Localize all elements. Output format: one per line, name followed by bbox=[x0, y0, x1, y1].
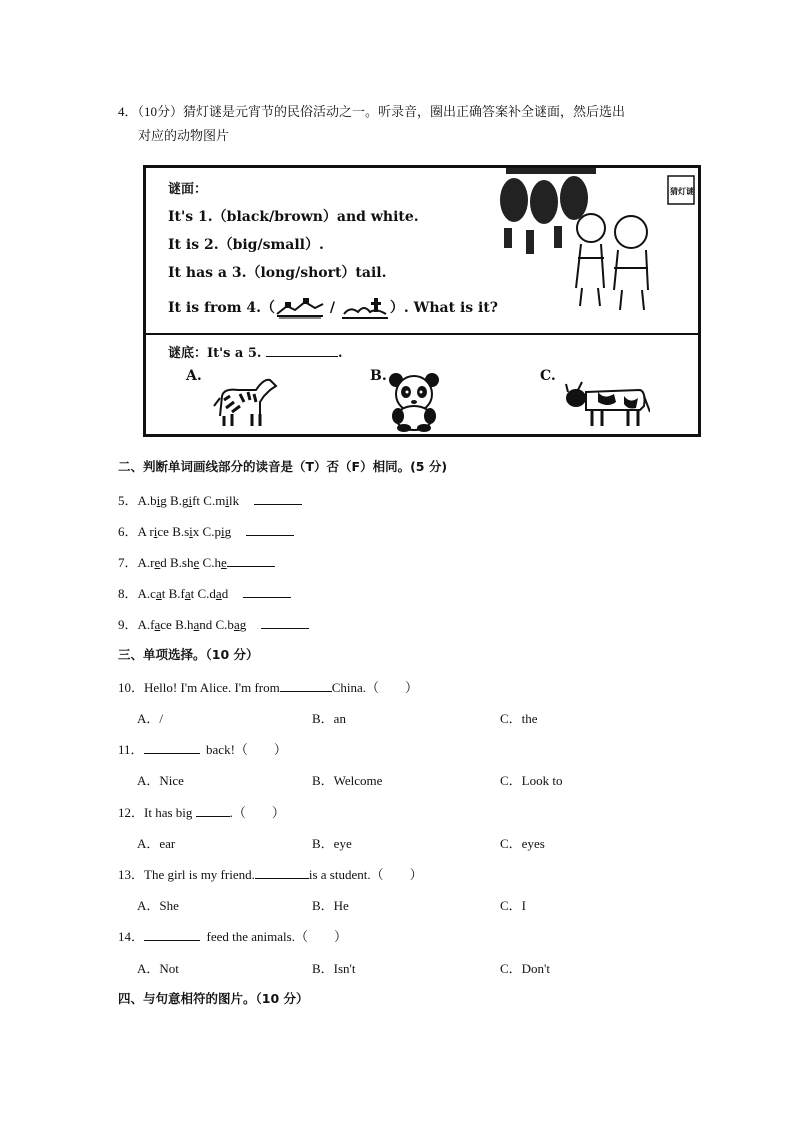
question-number: 5． bbox=[118, 493, 138, 508]
riddle-line-2: It is 2.（big/small）. bbox=[168, 237, 324, 253]
option-a[interactable]: A．She bbox=[137, 898, 179, 913]
question-number: 9． bbox=[118, 617, 138, 632]
riddle-answer-blank[interactable] bbox=[266, 343, 338, 357]
option-b[interactable]: B．eye bbox=[312, 836, 352, 851]
question-4-text: （10分）猜灯谜是元宵节的民俗活动之一。听录音，圈出正确答案补全谜面，然后选出 bbox=[137, 104, 626, 119]
landmark-icon bbox=[340, 296, 390, 320]
word-b-pre: B.h bbox=[175, 617, 194, 632]
question-number: 13． bbox=[118, 867, 145, 882]
question-14 bbox=[118, 926, 347, 945]
word-c-underlined: i bbox=[220, 524, 225, 539]
option-b-label: B. bbox=[370, 368, 387, 384]
question-text-pre: It has big bbox=[144, 805, 193, 820]
word-b-underlined: a bbox=[193, 617, 200, 632]
word-b-underlined: a bbox=[184, 586, 191, 601]
question-number: 14． bbox=[118, 929, 145, 944]
answer-blank[interactable] bbox=[144, 742, 200, 754]
riddle-box bbox=[143, 165, 701, 437]
word-a-underlined: e bbox=[154, 555, 161, 570]
word-b-post: x bbox=[192, 524, 200, 539]
word-b-pre: B.sh bbox=[170, 555, 194, 570]
option-a[interactable]: A．Not bbox=[137, 961, 179, 976]
lantern-icon bbox=[500, 168, 596, 254]
option-a[interactable]: A．ear bbox=[137, 836, 176, 851]
question-text-post: back!（ ） bbox=[206, 742, 287, 757]
riddle-answer-pre: 谜底：It's a 5. bbox=[168, 346, 262, 361]
riddle-line-4-post: ）. What is it? bbox=[389, 300, 499, 316]
answer-blank[interactable] bbox=[255, 867, 309, 879]
word-c-underlined: i bbox=[225, 493, 229, 508]
word-a-underlined: a bbox=[154, 617, 161, 632]
word-a-underlined: i bbox=[153, 524, 158, 539]
panda-icon[interactable] bbox=[386, 372, 442, 432]
section-2-title: 二、判断单词画线部分的读音是（T）否（F）相同。(5 分) bbox=[118, 459, 448, 474]
option-c[interactable]: C．I bbox=[500, 898, 527, 913]
question-text-pre: Hello! I'm Alice. I'm from bbox=[144, 680, 280, 695]
word-c-pre: C.m bbox=[203, 493, 226, 508]
option-c-label: C. bbox=[540, 368, 556, 384]
word-c-underlined: a bbox=[215, 586, 222, 601]
option-b[interactable]: B．an bbox=[312, 711, 346, 726]
riddle-divider bbox=[146, 333, 698, 335]
question-text-post: China.（ ） bbox=[331, 680, 419, 695]
answer-blank[interactable] bbox=[144, 929, 200, 941]
children-icon bbox=[576, 214, 648, 310]
zebra-icon[interactable] bbox=[210, 372, 280, 430]
word-b-pre: B.s bbox=[172, 524, 190, 539]
riddle-answer-post: . bbox=[337, 346, 343, 361]
word-a-underlined: i bbox=[156, 493, 161, 508]
question-number: 10． bbox=[118, 680, 145, 695]
word-a-pre: A r bbox=[137, 524, 154, 539]
word-b-pre: B.f bbox=[168, 586, 185, 601]
word-a-post: t bbox=[161, 586, 166, 601]
question-4-number: 4． bbox=[118, 104, 138, 119]
word-c-underlined: e bbox=[220, 555, 227, 570]
question-4 bbox=[118, 104, 688, 143]
word-b-underlined: i bbox=[189, 524, 193, 539]
riddle-title: 谜面： bbox=[168, 182, 208, 197]
word-a-pre: A.r bbox=[137, 555, 155, 570]
riddle-line-3: It has a 3.（long/short）tail. bbox=[168, 265, 387, 281]
question-number: 8． bbox=[118, 586, 138, 601]
cow-icon[interactable] bbox=[564, 372, 650, 430]
answer-blank[interactable] bbox=[261, 617, 309, 629]
question-12 bbox=[118, 802, 285, 821]
question-text-post: .（ ） bbox=[229, 805, 285, 820]
option-c[interactable]: C．Look to bbox=[500, 773, 563, 788]
answer-blank[interactable] bbox=[254, 493, 302, 505]
answer-blank[interactable] bbox=[243, 586, 291, 598]
question-7 bbox=[118, 552, 275, 571]
question-number: 7． bbox=[118, 555, 138, 570]
word-a-underlined: a bbox=[155, 586, 162, 601]
lantern-sign-text: 猜灯谜 bbox=[670, 187, 694, 196]
option-b[interactable]: B．He bbox=[312, 898, 349, 913]
question-10 bbox=[118, 677, 418, 696]
word-c-post: d bbox=[221, 586, 229, 601]
answer-blank[interactable] bbox=[196, 805, 230, 817]
option-a-label: A. bbox=[186, 368, 202, 384]
word-a-pre: A.c bbox=[137, 586, 156, 601]
word-b-underlined: i bbox=[188, 493, 193, 508]
word-c-pre: C.b bbox=[215, 617, 234, 632]
question-text-post: is a student.（ ） bbox=[308, 867, 423, 882]
question-5 bbox=[118, 490, 302, 509]
word-b-post: ft bbox=[192, 493, 201, 508]
option-b[interactable]: B．Welcome bbox=[312, 773, 383, 788]
word-b-pre: B.g bbox=[170, 493, 189, 508]
word-c-post: lk bbox=[228, 493, 240, 508]
word-a-post: g bbox=[160, 493, 167, 508]
question-6 bbox=[118, 521, 294, 540]
option-c[interactable]: C．Don't bbox=[500, 961, 551, 976]
word-a-post: ce bbox=[157, 524, 169, 539]
answer-blank[interactable] bbox=[246, 524, 294, 536]
question-9 bbox=[118, 614, 309, 633]
option-a[interactable]: A．Nice bbox=[137, 773, 184, 788]
option-c[interactable]: C．the bbox=[500, 711, 538, 726]
riddle-line-4-pre: It is from 4.（ bbox=[168, 300, 276, 316]
question-13 bbox=[118, 864, 423, 883]
word-a-post: ce bbox=[160, 617, 172, 632]
great-wall-icon bbox=[275, 296, 325, 320]
riddle-line-4 bbox=[168, 296, 498, 320]
question-8 bbox=[118, 583, 291, 602]
question-11 bbox=[118, 739, 287, 758]
word-c-post: g bbox=[224, 524, 232, 539]
word-b-post: nd bbox=[199, 617, 213, 632]
word-c-underlined: a bbox=[233, 617, 240, 632]
option-a[interactable]: A．/ bbox=[137, 711, 164, 726]
riddle-answer bbox=[168, 342, 343, 361]
section-3-title: 三、单项选择。（10 分） bbox=[118, 647, 259, 662]
question-4-text-line2: 对应的动物图片 bbox=[138, 127, 230, 143]
word-c-pre: C.h bbox=[202, 555, 221, 570]
section-4-title: 四、与句意相符的图片。（10 分） bbox=[118, 991, 309, 1006]
question-number: 12． bbox=[118, 805, 145, 820]
riddle-line-1: It's 1.（black/brown）and white. bbox=[168, 209, 419, 225]
question-text-pre: The girl is my friend. bbox=[144, 867, 255, 882]
option-b[interactable]: B．Isn't bbox=[312, 961, 356, 976]
option-c[interactable]: C．eyes bbox=[500, 836, 545, 851]
word-c-post: g bbox=[239, 617, 247, 632]
word-a-post: d bbox=[160, 555, 167, 570]
question-text-post: feed the animals.（ ） bbox=[206, 929, 347, 944]
word-a-pre: A.b bbox=[137, 493, 157, 508]
word-b-post: t bbox=[190, 586, 195, 601]
question-number: 6． bbox=[118, 524, 138, 539]
lantern-scene-illustration bbox=[496, 168, 701, 328]
word-a-pre: A.f bbox=[137, 617, 155, 632]
word-b-underlined: e bbox=[193, 555, 200, 570]
riddle-line-4-sep: / bbox=[325, 300, 340, 316]
question-number: 11． bbox=[118, 742, 144, 757]
word-c-pre: C.p bbox=[202, 524, 221, 539]
word-c-pre: C.d bbox=[197, 586, 216, 601]
answer-blank[interactable] bbox=[280, 680, 332, 692]
answer-blank[interactable] bbox=[227, 555, 275, 567]
